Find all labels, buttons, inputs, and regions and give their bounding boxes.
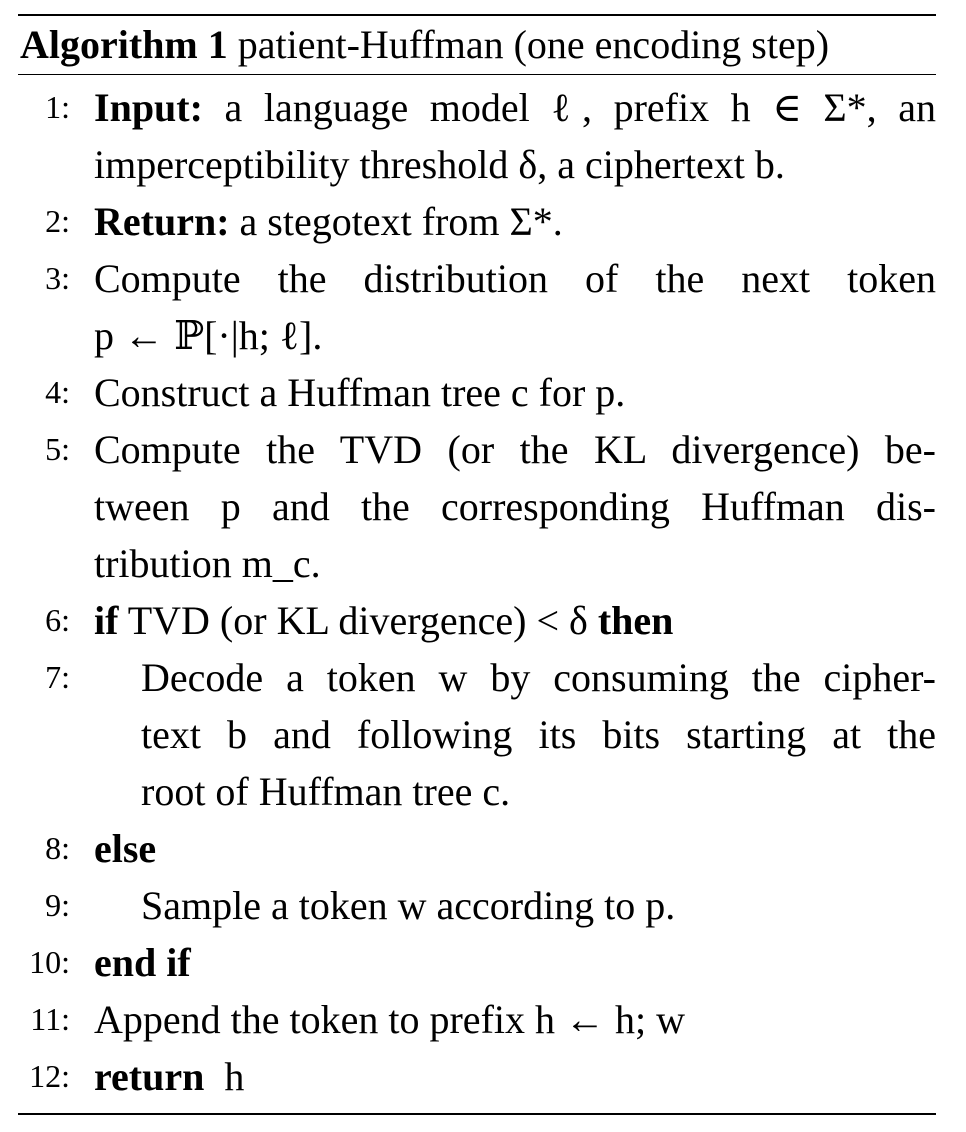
algorithm-line bbox=[18, 1048, 936, 1105]
algorithm-box bbox=[18, 14, 936, 1115]
algorithm-line bbox=[18, 991, 936, 1048]
algorithm-line bbox=[18, 364, 936, 421]
algorithm-line bbox=[18, 79, 936, 193]
line-segment: Sample a token w according to p. bbox=[141, 883, 676, 928]
line-segment: Compute the TVD (or the KL divergence) be- bbox=[94, 427, 936, 472]
line-number: 7: bbox=[45, 659, 70, 695]
algorithm-line bbox=[18, 250, 936, 364]
line-number: 4: bbox=[45, 374, 70, 410]
algorithm-line bbox=[18, 421, 936, 592]
line-segment: imperceptibility threshold δ, a ciphertext b. bbox=[94, 142, 785, 187]
line-number: 1: bbox=[45, 89, 70, 125]
line-segment: p ← ℙ[·|h; ℓ]. bbox=[94, 313, 323, 358]
line-number: 11: bbox=[30, 1001, 70, 1037]
keyword: Input: bbox=[94, 85, 203, 130]
bottom-rule bbox=[18, 1113, 936, 1115]
line-text bbox=[94, 991, 936, 1048]
line-number: 2: bbox=[45, 203, 70, 239]
algorithm-label: Algorithm 1 bbox=[20, 22, 228, 67]
line-text bbox=[94, 820, 936, 877]
line-segment: tween p and the corresponding Huffman dis- bbox=[94, 484, 936, 529]
line-text bbox=[94, 1048, 936, 1105]
keyword: else bbox=[94, 826, 157, 871]
line-number: 6: bbox=[45, 602, 70, 638]
line-segment: Compute the distribution of the next token bbox=[94, 256, 936, 301]
keyword: end if bbox=[94, 940, 191, 985]
segment-text: a language model ℓ, prefix h ∈ Σ*, an bbox=[202, 85, 936, 130]
segment-text: TVD (or KL divergence) < δ bbox=[118, 598, 598, 643]
line-segment: root of Huffman tree c. bbox=[141, 769, 511, 814]
line-number: 9: bbox=[45, 887, 70, 923]
line-text bbox=[94, 250, 936, 364]
line-text bbox=[94, 421, 936, 592]
line-text bbox=[94, 364, 936, 421]
line-segment: Append the token to prefix h ← h; w bbox=[94, 997, 685, 1042]
algorithm-title bbox=[18, 16, 936, 74]
algorithm-line bbox=[18, 649, 936, 820]
algorithm-line bbox=[18, 592, 936, 649]
algorithm-line bbox=[18, 877, 936, 934]
line-segment bbox=[94, 79, 936, 136]
line-text bbox=[141, 877, 936, 934]
line-text bbox=[94, 193, 936, 250]
segment-text: a stegotext from Σ*. bbox=[229, 199, 563, 244]
line-number: 10: bbox=[29, 944, 70, 980]
line-segment bbox=[94, 193, 936, 250]
algorithm-name: patient-Huffman (one encoding step) bbox=[237, 22, 830, 67]
algorithm-line bbox=[18, 820, 936, 877]
line-segment: text b and following its bits starting at the bbox=[141, 712, 936, 757]
line-text bbox=[141, 649, 936, 820]
line-segment: Construct a Huffman tree c for p. bbox=[94, 370, 626, 415]
keyword: if bbox=[94, 598, 119, 643]
line-text bbox=[94, 592, 936, 649]
line-text bbox=[94, 934, 936, 991]
line-segment bbox=[94, 1048, 936, 1105]
line-segment: tribution m_c. bbox=[94, 541, 321, 586]
line-number: 5: bbox=[45, 431, 70, 467]
line-segment: Decode a token w by consuming the cipher- bbox=[141, 655, 936, 700]
algorithm-line bbox=[18, 934, 936, 991]
line-number: 8: bbox=[45, 830, 70, 866]
keyword: return bbox=[94, 1054, 205, 1099]
keyword: then bbox=[597, 598, 674, 643]
segment-text: h bbox=[204, 1054, 245, 1099]
line-segment bbox=[94, 592, 936, 649]
line-number: 3: bbox=[45, 260, 70, 296]
line-segment bbox=[94, 934, 936, 991]
line-text bbox=[94, 79, 936, 193]
algorithm-line bbox=[18, 193, 936, 250]
algorithm-body bbox=[18, 75, 936, 1113]
line-number: 12: bbox=[29, 1058, 70, 1094]
line-segment bbox=[94, 820, 936, 877]
keyword: Return: bbox=[94, 199, 230, 244]
